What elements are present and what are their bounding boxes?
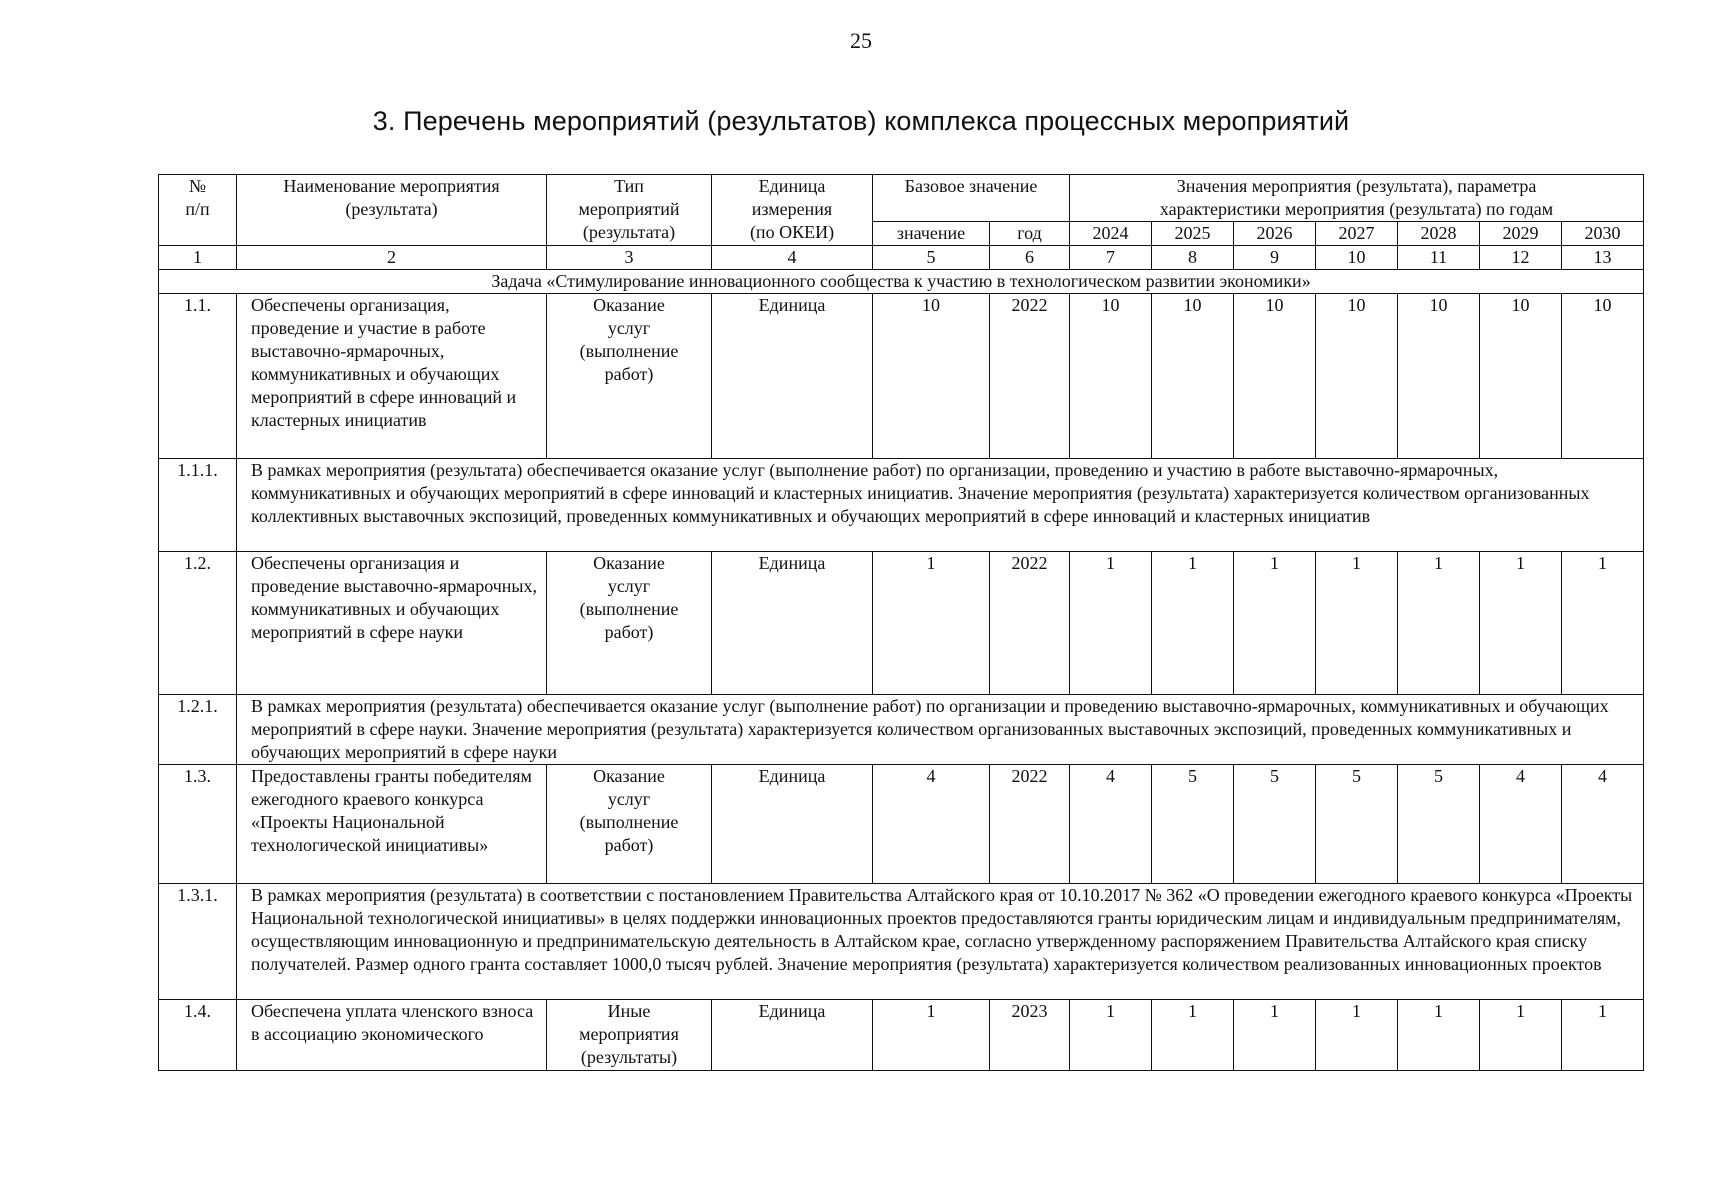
measure-description: В рамках мероприятия (результата) в соответствии с постановлением Правительства Алтайского края от 10.10.2017 № 362 «О проведении ежегодного краевого конкурса «Проекты Национальной технологической инициативы» в целях поддержки инновационных проектов предоставляются гранты юридическим лицам и индивидуальным предпринимателям, осуществляющим инновационную и предпринимательскую деятельность в Алтайском крае, согласно утвержденному распоряжением Правительства Алтайского края списку получателей. Размер одного гранта составляет 1000,0 тысяч рублей. Значение мероприятия (результата) характеризуется количеством реализованных инновационных проектов xyxy=(237,884,1644,1000)
column-number: 4 xyxy=(712,246,873,270)
column-number: 3 xyxy=(547,246,712,270)
column-number: 6 xyxy=(990,246,1070,270)
measure-type: Иные мероприятия (результаты) xyxy=(547,1000,712,1071)
year-value: 1 xyxy=(1070,1000,1152,1071)
year-value: 5 xyxy=(1316,765,1398,884)
column-number: 12 xyxy=(1480,246,1562,270)
base-year: 2022 xyxy=(990,765,1070,884)
column-number: 1 xyxy=(159,246,237,270)
header-year: 2028 xyxy=(1398,222,1480,246)
year-value: 1 xyxy=(1398,552,1480,695)
header-year: 2027 xyxy=(1316,222,1398,246)
year-value: 5 xyxy=(1398,765,1480,884)
year-value: 1 xyxy=(1480,1000,1562,1071)
table-row xyxy=(159,765,1644,884)
year-value: 10 xyxy=(1480,294,1562,459)
year-value: 1 xyxy=(1152,1000,1234,1071)
measure-name: Обеспечены организация, проведение и участие в работе выставочно-ярмарочных, коммуникативных и обучающих мероприятий в сфере инноваций и кластерных инициатив xyxy=(237,294,547,459)
base-year: 2023 xyxy=(990,1000,1070,1071)
section-title: 3. Перечень мероприятий (результатов) комплекса процессных мероприятий xyxy=(372,106,1350,136)
year-value: 10 xyxy=(1398,294,1480,459)
column-number: 11 xyxy=(1398,246,1480,270)
measure-name: Обеспечена уплата членского взноса в ассоциацию экономического xyxy=(237,1000,547,1071)
table-row xyxy=(159,459,1644,552)
row-number: 1.3. xyxy=(159,765,237,884)
column-number: 5 xyxy=(873,246,990,270)
base-value: 1 xyxy=(873,552,990,695)
base-year: 2022 xyxy=(990,552,1070,695)
measure-unit: Единица xyxy=(712,765,873,884)
measure-description: В рамках мероприятия (результата) обеспечивается оказание услуг (выполнение работ) по организации и проведению выставочно-ярмарочных, коммуникативных и обучающих мероприятий в сфере науки. Значение мероприятия (результата) характеризуется количеством организованных выставочных экспозиций, проведенных коммуникативных и обучающих мероприятий в сфере науки xyxy=(237,695,1644,765)
row-number: 1.1.1. xyxy=(159,459,237,552)
measure-unit: Единица xyxy=(712,552,873,695)
table-row xyxy=(159,1000,1644,1071)
header-num: № п/п xyxy=(159,175,237,246)
header-type: Тип мероприятий (результата) xyxy=(547,175,712,246)
header-name: Наименование мероприятия (результата) xyxy=(237,175,547,246)
base-value: 4 xyxy=(873,765,990,884)
year-value: 1 xyxy=(1398,1000,1480,1071)
header-row xyxy=(159,175,1644,222)
measure-type: Оказание услуг (выполнение работ) xyxy=(547,294,712,459)
measures-table xyxy=(158,174,1644,1071)
table-row xyxy=(159,884,1644,1000)
row-number: 1.3.1. xyxy=(159,884,237,1000)
year-value: 10 xyxy=(1316,294,1398,459)
year-value: 1 xyxy=(1152,552,1234,695)
table-row xyxy=(159,552,1644,695)
column-number: 10 xyxy=(1316,246,1398,270)
header-values: Значения мероприятия (результата), параметра характеристики мероприятия (результата) по годам xyxy=(1070,175,1644,222)
table-row xyxy=(159,695,1644,765)
measure-type: Оказание услуг (выполнение работ) xyxy=(547,552,712,695)
header-year: 2024 xyxy=(1070,222,1152,246)
year-value: 1 xyxy=(1234,552,1316,695)
base-value: 1 xyxy=(873,1000,990,1071)
year-value: 10 xyxy=(1152,294,1234,459)
header-year: 2030 xyxy=(1562,222,1644,246)
base-year: 2022 xyxy=(990,294,1070,459)
year-value: 1 xyxy=(1562,1000,1644,1071)
measure-name: Обеспечены организация и проведение выставочно-ярмарочных, коммуникативных и обучающих мероприятий в сфере науки xyxy=(237,552,547,695)
task-title: Задача «Стимулирование инновационного сообщества к участию в технологическом развитии экономики» xyxy=(159,270,1644,294)
column-number: 13 xyxy=(1562,246,1644,270)
header-base-value: значение xyxy=(873,222,990,246)
header-year: 2025 xyxy=(1152,222,1234,246)
year-value: 5 xyxy=(1152,765,1234,884)
header-base-year: год xyxy=(990,222,1070,246)
column-number: 8 xyxy=(1152,246,1234,270)
header-year: 2029 xyxy=(1480,222,1562,246)
header-year: 2026 xyxy=(1234,222,1316,246)
year-value: 10 xyxy=(1562,294,1644,459)
row-number: 1.1. xyxy=(159,294,237,459)
header-unit: Единица измерения (по ОКЕИ) xyxy=(712,175,873,246)
measure-description: В рамках мероприятия (результата) обеспечивается оказание услуг (выполнение работ) по организации, проведению и участию в работе выставочно-ярмарочных, коммуникативных и обучающих мероприятий в сфере инноваций и кластерных инициатив. Значение мероприятия (результата) характеризуется количеством организованных коллективных выставочных экспозиций, проведенных коммуникативных и обучающих мероприятий в сфере инноваций и кластерных инициатив xyxy=(237,459,1644,552)
year-value: 4 xyxy=(1562,765,1644,884)
base-value: 10 xyxy=(873,294,990,459)
measure-unit: Единица xyxy=(712,294,873,459)
header-base: Базовое значение xyxy=(873,175,1070,222)
table-row xyxy=(159,294,1644,459)
year-value: 1 xyxy=(1480,552,1562,695)
year-value: 4 xyxy=(1070,765,1152,884)
row-number: 1.2. xyxy=(159,552,237,695)
year-value: 5 xyxy=(1234,765,1316,884)
year-value: 10 xyxy=(1234,294,1316,459)
measure-unit: Единица xyxy=(712,1000,873,1071)
page-number: 25 xyxy=(850,28,872,53)
column-number: 7 xyxy=(1070,246,1152,270)
task-row xyxy=(159,270,1644,294)
column-numbers-row xyxy=(159,246,1644,270)
column-number: 9 xyxy=(1234,246,1316,270)
year-value: 4 xyxy=(1480,765,1562,884)
year-value: 1 xyxy=(1562,552,1644,695)
row-number: 1.4. xyxy=(159,1000,237,1071)
year-value: 1 xyxy=(1070,552,1152,695)
row-number: 1.2.1. xyxy=(159,695,237,765)
year-value: 1 xyxy=(1316,552,1398,695)
year-value: 1 xyxy=(1316,1000,1398,1071)
year-value: 10 xyxy=(1070,294,1152,459)
measure-name: Предоставлены гранты победителям ежегодного краевого конкурса «Проекты Национальной технологической инициативы» xyxy=(237,765,547,884)
year-value: 1 xyxy=(1234,1000,1316,1071)
measure-type: Оказание услуг (выполнение работ) xyxy=(547,765,712,884)
column-number: 2 xyxy=(237,246,547,270)
